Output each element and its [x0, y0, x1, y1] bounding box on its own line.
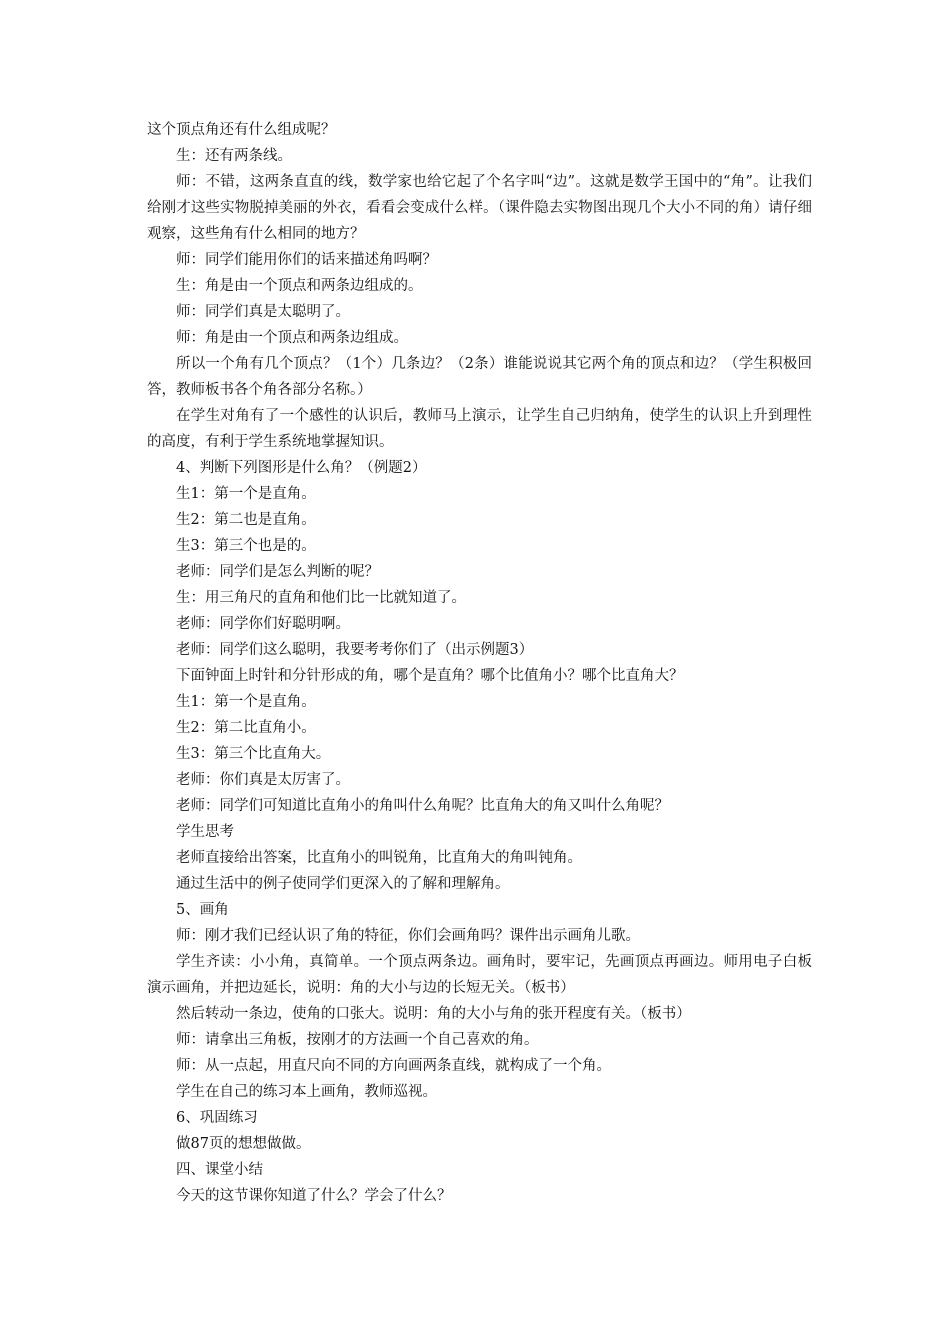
paragraph: 师：请拿出三角板，按刚才的方法画一个自己喜欢的角。	[176, 1032, 539, 1048]
paragraph: 师：从一点起，用直尺向不同的方向画两条直线，就构成了一个角。	[176, 1058, 611, 1074]
paragraph: 师：刚才我们已经认识了角的特征，你们会画角吗？课件出示画角儿歌。	[176, 928, 640, 944]
paragraph: 生2：第二也是直角。	[176, 512, 316, 528]
paragraph: 然后转动一条边，使角的口张大。说明：角的大小与角的张开程度有关。（板书）	[176, 1006, 691, 1022]
paragraph: 生1：第一个是直角。	[176, 486, 316, 502]
paragraph: 学生在自己的练习本上画角，教师巡视。	[176, 1084, 437, 1100]
paragraph: 老师：同学们是怎么判断的呢？	[176, 564, 379, 580]
paragraph: 老师：同学们可知道比直角小的角叫什么角呢？比直角大的角又叫什么角呢？	[176, 798, 669, 814]
paragraph: 生：用三角尺的直角和他们比一比就知道了。	[176, 590, 466, 606]
paragraph: 生：角是由一个顶点和两条边组成的。	[176, 278, 423, 294]
paragraph: 通过生活中的例子使同学们更深入的了解和理解角。	[176, 876, 510, 892]
paragraph: 学生思考	[176, 824, 234, 840]
document-body	[147, 117, 812, 1209]
paragraph: 师：不错，这两条直直的线，数学家也给它起了个名字叫“边”。这就是数学王国中的“角”。让我们给刚才这些实物脱掉美丽的外衣，看看会变成什么样。（课件隐去实物图出现几个大小不同的角）请仔细观察，这些角有什么相同的地方？	[147, 174, 812, 242]
paragraph: 这个顶点角还有什么组成呢？	[147, 122, 336, 138]
section-heading: 6、巩固练习	[176, 1110, 258, 1126]
paragraph: 生2：第二比直角小。	[176, 720, 316, 736]
paragraph: 今天的这节课你知道了什么？学会了什么？	[176, 1188, 452, 1204]
section-heading: 5、画角	[176, 902, 229, 918]
section-heading: 4、判断下列图形是什么角？（例题2）	[176, 460, 427, 476]
section-heading: 四、课堂小结	[176, 1162, 263, 1178]
paragraph: 所以一个角有几个顶点？（1个）几条边？（2条）谁能说说其它两个角的顶点和边？（学生积极回答，教师板书各个角各部分名称。）	[147, 356, 812, 398]
paragraph: 老师：你们真是太厉害了。	[176, 772, 350, 788]
paragraph: 下面钟面上时针和分针形成的角，哪个是直角？哪个比值角小？哪个比直角大？	[176, 668, 684, 684]
paragraph: 老师：同学们这么聪明，我要考考你们了（出示例题3）	[176, 642, 534, 658]
paragraph: 在学生对角有了一个感性的认识后，教师马上演示，让学生自己归纳角，使学生的认识上升到理性的高度，有利于学生系统地掌握知识。	[147, 408, 812, 450]
paragraph: 生1：第一个是直角。	[176, 694, 316, 710]
paragraph: 生3：第三个比直角大。	[176, 746, 331, 762]
paragraph: 师：同学们真是太聪明了。	[176, 304, 350, 320]
paragraph: 师：同学们能用你们的话来描述角吗啊？	[176, 252, 437, 268]
paragraph: 学生齐读：小小角，真简单。一个顶点两条边。画角时，要牢记，先画顶点再画边。师用电子白板演示画角，并把边延长，说明：角的大小与边的长短无关。（板书）	[147, 954, 812, 996]
paragraph: 生：还有两条线。	[176, 148, 292, 164]
paragraph: 老师直接给出答案，比直角小的叫锐角，比直角大的角叫钝角。	[176, 850, 582, 866]
paragraph: 做87页的想想做做。	[176, 1136, 311, 1152]
paragraph: 生3：第三个也是的。	[176, 538, 316, 554]
paragraph: 老师：同学你们好聪明啊。	[176, 616, 350, 632]
paragraph: 师：角是由一个顶点和两条边组成。	[176, 330, 408, 346]
